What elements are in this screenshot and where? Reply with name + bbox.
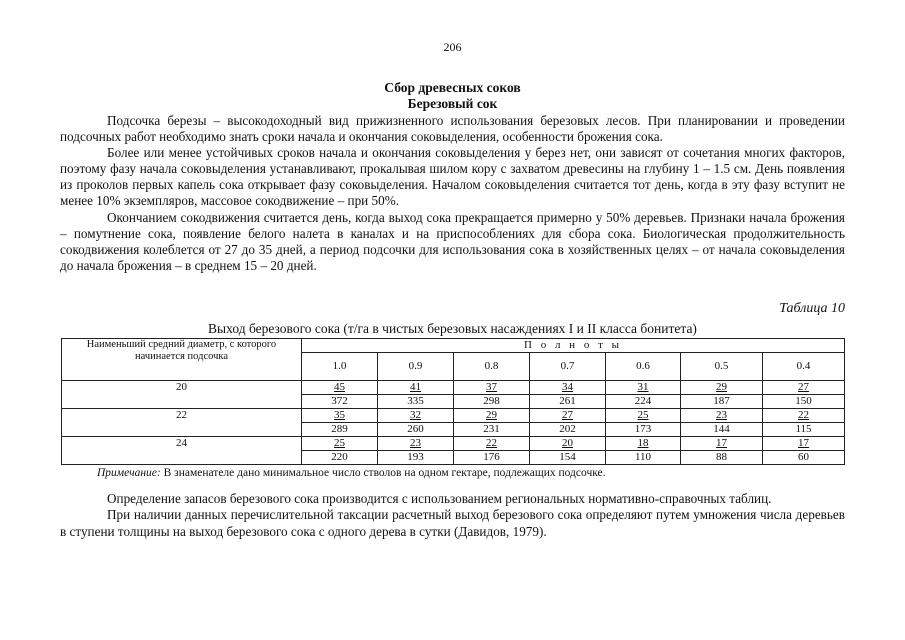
diameter-cell: 22 <box>62 409 302 437</box>
subsection-title: Березовый сок <box>407 96 498 111</box>
table-label: Таблица 10 <box>779 301 845 316</box>
yield-cell: 41 <box>378 381 454 395</box>
density-value: 0.5 <box>681 353 763 381</box>
note-label: Примечание: <box>97 467 161 479</box>
yield-cell: 25 <box>302 437 378 451</box>
yield-cell: 25 <box>606 409 681 423</box>
yield-cell: 18 <box>606 437 681 451</box>
note-text: В знаменателе дано минимальное число стволов на одном гектаре, подлежащих подсочке. <box>160 467 606 479</box>
stems-cell: 289 <box>302 423 378 437</box>
table-row <box>62 381 845 395</box>
stems-cell: 150 <box>763 395 845 409</box>
yield-cell: 37 <box>454 381 530 395</box>
stems-cell: 187 <box>681 395 763 409</box>
yield-cell: 22 <box>454 437 530 451</box>
table-title: Выход березового сока (т/га в чистых березовых насаждениях I и II класса бонитета) <box>208 321 697 336</box>
diameter-cell: 20 <box>62 381 302 409</box>
table-row <box>62 409 845 423</box>
sap-yield-table <box>61 338 845 465</box>
paragraph: Определение запасов березового сока производится с использованием региональных нормативно-справочных таблиц. <box>107 491 772 506</box>
yield-cell: 29 <box>454 409 530 423</box>
density-header: П о л н о т ы <box>302 339 845 353</box>
density-value: 0.8 <box>454 353 530 381</box>
yield-cell: 27 <box>530 409 606 423</box>
density-value: 0.7 <box>530 353 606 381</box>
stems-cell: 298 <box>454 395 530 409</box>
yield-cell: 31 <box>606 381 681 395</box>
stems-cell: 110 <box>606 451 681 465</box>
stems-cell: 335 <box>378 395 454 409</box>
stems-cell: 154 <box>530 451 606 465</box>
stems-cell: 202 <box>530 423 606 437</box>
paragraph: Подсочка березы – высокодоходный вид прижизненного использования березовых лесов. При планировании и проведении подсочных работ необходимо знать сроки начала и окончания соковыделения, особенности брожения сока. <box>60 113 845 145</box>
yield-cell: 20 <box>530 437 606 451</box>
table-note <box>97 467 606 479</box>
yield-cell: 45 <box>302 381 378 395</box>
density-value: 0.6 <box>606 353 681 381</box>
stems-cell: 261 <box>530 395 606 409</box>
stems-cell: 224 <box>606 395 681 409</box>
yield-cell: 32 <box>378 409 454 423</box>
headings <box>0 80 905 112</box>
stems-cell: 60 <box>763 451 845 465</box>
stems-cell: 176 <box>454 451 530 465</box>
stems-cell: 115 <box>763 423 845 437</box>
yield-cell: 27 <box>763 381 845 395</box>
stems-cell: 173 <box>606 423 681 437</box>
body-text-after <box>60 491 845 540</box>
table-row <box>62 437 845 451</box>
density-value: 1.0 <box>302 353 378 381</box>
stems-cell: 88 <box>681 451 763 465</box>
section-title: Сбор древесных соков <box>384 80 521 95</box>
paragraph: Окончанием сокодвижения считается день, когда выход сока прекращается примерно у 50% деревьев. Признаки начала брожения – помутнение сока, появление белого налета в каналах и на приспособлениях для сбора сока. Биологическая продолжительность сокодвижения колеблется от 27 до 35 дней, а период подсочки для использования сока в хозяйственных целях – от начала соковыделения до начала брожения – в среднем 15 – 20 дней. <box>60 209 845 273</box>
yield-cell: 17 <box>681 437 763 451</box>
yield-cell: 23 <box>681 409 763 423</box>
page-number: 206 <box>443 40 462 54</box>
stems-cell: 372 <box>302 395 378 409</box>
stems-cell: 193 <box>378 451 454 465</box>
yield-cell: 23 <box>378 437 454 451</box>
density-value: 0.4 <box>763 353 845 381</box>
yield-cell: 34 <box>530 381 606 395</box>
stems-cell: 220 <box>302 451 378 465</box>
yield-cell: 29 <box>681 381 763 395</box>
stems-cell: 144 <box>681 423 763 437</box>
stems-cell: 231 <box>454 423 530 437</box>
paragraph: При наличии данных перечислительной таксации расчетный выход березового сока определяют путем умножения числа деревьев в ступени толщины на выход березового сока с одного дерева в сутки (Давидов, 1979). <box>60 507 845 539</box>
yield-cell: 17 <box>763 437 845 451</box>
density-value: 0.9 <box>378 353 454 381</box>
body-text <box>60 113 845 274</box>
paragraph: Более или менее устойчивых сроков начала и окончания соковыделения у берез нет, они зависят от сочетания многих факторов, поэтому фазу начала соковыделения устанавливают, прокалывая шилом кору с захватом древесины на глубину 1 – 1.5 см. День появления из проколов первых капель сока открывает фазу соковыделения. Началом соковыделения считается тот день, когда в эту фазу вступит не менее 10% экземпляров, массовое сокодвижение – при 50%. <box>60 145 845 209</box>
stems-cell: 260 <box>378 423 454 437</box>
yield-cell: 35 <box>302 409 378 423</box>
diameter-header: Наименьший средний диаметр, с которого начинается подсочка <box>62 339 302 381</box>
yield-cell: 22 <box>763 409 845 423</box>
diameter-cell: 24 <box>62 437 302 465</box>
